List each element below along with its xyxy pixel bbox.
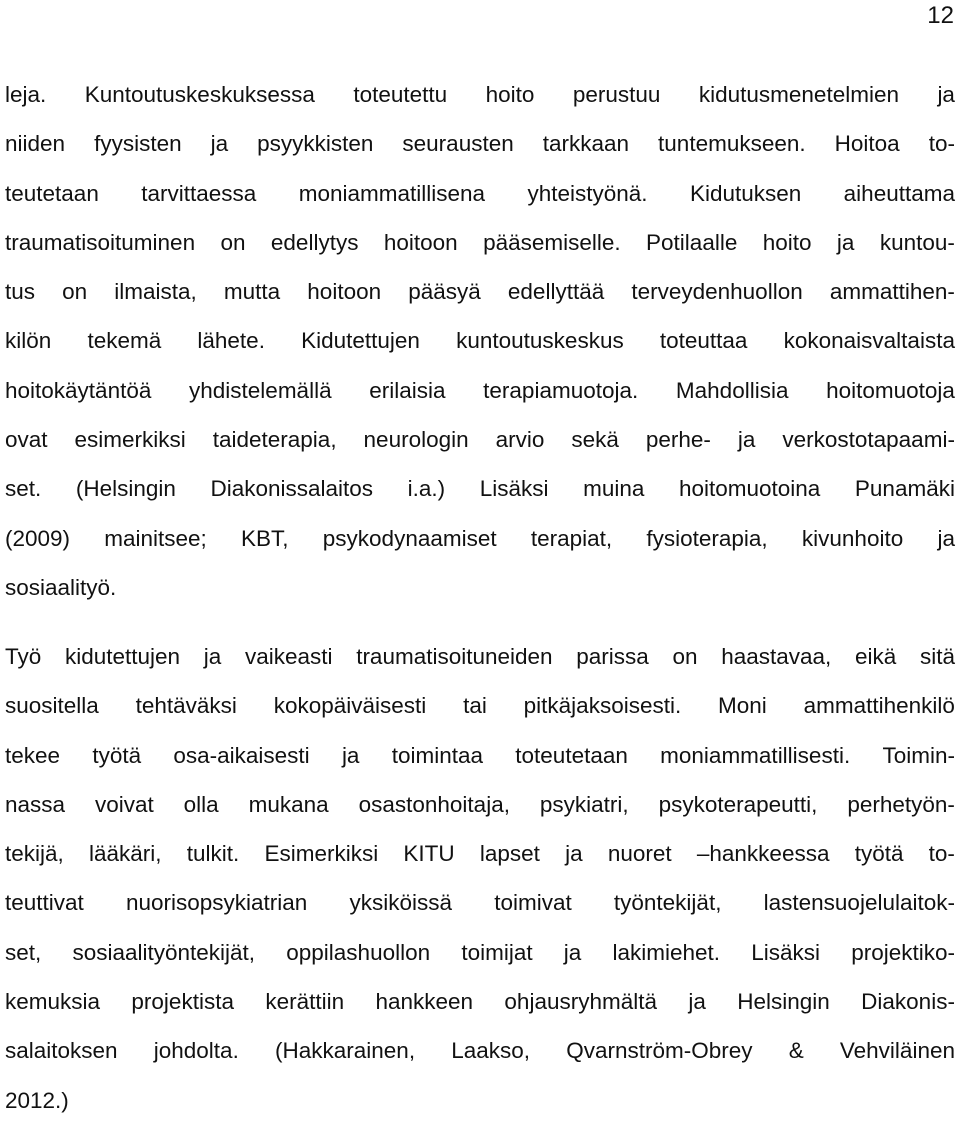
word: terapiamuotoja. — [483, 377, 639, 403]
word: ja — [937, 525, 955, 551]
word: ammattihenkilö — [803, 693, 955, 719]
word: kokonaisvaltaista — [783, 328, 955, 354]
word: pitkäjaksoisesti. — [523, 693, 682, 719]
text-line — [5, 119, 955, 168]
word: Mahdollisia — [675, 377, 789, 403]
word: nuoret — [607, 841, 672, 867]
text-line — [5, 366, 955, 415]
paragraph-work-with-torture-victims — [5, 632, 955, 1125]
word: terveydenhuollon — [631, 279, 803, 305]
page-number: 12 — [927, 2, 954, 29]
word: tehtäväksi — [135, 693, 237, 719]
word: psyykkisten — [257, 131, 374, 157]
word: kilön — [5, 328, 52, 354]
word: mutta — [223, 279, 281, 305]
word: psykiatri, — [539, 791, 629, 817]
word: ja — [341, 742, 360, 768]
word: Lisäksi — [751, 939, 820, 965]
word: on — [220, 229, 246, 255]
word: fyysisten — [94, 131, 182, 157]
word: ilmaista, — [114, 279, 197, 305]
word: sekä — [571, 427, 619, 453]
word: Kidutuksen — [689, 180, 802, 206]
word: fysioterapia, — [646, 525, 768, 551]
word: & — [788, 1038, 804, 1064]
text-line — [5, 681, 955, 730]
word: teuttivat — [5, 890, 84, 916]
paragraph-treatment-methods — [5, 70, 955, 612]
word: psykoterapeutti, — [658, 791, 818, 817]
word: Työ — [5, 644, 42, 669]
word: sosiaalityöntekijät, — [72, 939, 256, 965]
word: to- — [928, 841, 955, 867]
word: set, — [5, 939, 42, 965]
word: –hankkeessa — [696, 841, 830, 867]
word: ja — [836, 229, 855, 255]
text-line — [5, 1076, 955, 1125]
word: on — [62, 279, 88, 305]
word: terapiat, — [530, 525, 613, 551]
word: tekemä — [87, 328, 162, 354]
word: tus — [5, 279, 36, 305]
word: yksiköissä — [349, 890, 453, 916]
word: edellytys — [270, 229, 359, 255]
word: tarvittaessa — [141, 180, 257, 206]
text-line — [5, 731, 955, 780]
word: Hoitoa — [834, 131, 900, 157]
word: aiheuttama — [843, 180, 955, 206]
word: kidutettujen — [64, 644, 181, 669]
word: mukana — [248, 791, 329, 817]
word: Punamäki — [854, 476, 955, 502]
word: leja. — [5, 82, 47, 107]
word: toteutetaan — [515, 742, 628, 768]
word: hoitomuotoina — [678, 476, 821, 502]
text-line — [5, 415, 955, 464]
word: johdolta. — [153, 1038, 239, 1064]
word: psykodynaamiset — [322, 525, 497, 551]
word: hoito — [762, 229, 812, 255]
word: toimijat — [461, 939, 533, 965]
word: Potilaalle — [646, 229, 738, 255]
word: pääsyä — [408, 279, 481, 305]
word: oppilashuollon — [286, 939, 431, 965]
word: verkostotapaami- — [782, 427, 955, 453]
word: tulkit. — [186, 841, 240, 867]
word: pääsemiselle. — [483, 229, 621, 255]
word: 2012.) — [5, 1087, 69, 1113]
word: salaitoksen — [5, 1038, 118, 1064]
word: toimivat — [494, 890, 572, 916]
word: Vehviläinen — [839, 1038, 955, 1064]
text-line — [5, 218, 955, 267]
word: Moni — [718, 693, 767, 719]
word: ja — [565, 841, 583, 867]
text-line — [5, 267, 955, 316]
word: lakimiehet. — [612, 939, 721, 965]
word: ja — [210, 131, 229, 157]
word: kokopäiväisesti — [273, 693, 427, 719]
word: ja — [563, 939, 582, 965]
word: toimintaa — [391, 742, 484, 768]
word: kemuksia — [5, 989, 101, 1015]
word: sitä — [919, 644, 955, 669]
word: osastonhoitaja, — [358, 791, 510, 817]
text-line — [5, 70, 955, 119]
word: KBT, — [241, 525, 289, 551]
word: sosiaalityö. — [5, 574, 117, 600]
word: hoitomuotoja — [826, 377, 955, 403]
word: traumatisoituminen — [5, 229, 196, 255]
word: (2009) — [5, 525, 71, 551]
word: erilaisia — [369, 377, 446, 403]
word: Kuntoutuskeskuksessa — [84, 82, 315, 107]
word: ja — [203, 644, 222, 669]
word: teutetaan — [5, 180, 99, 206]
word: eikä — [854, 644, 897, 669]
text-line — [5, 878, 955, 927]
word: projektista — [131, 989, 234, 1015]
word: tarkkaan — [542, 131, 630, 157]
word: i.a.) — [407, 476, 446, 502]
word: tekijä, — [5, 841, 64, 867]
word: lähete. — [197, 328, 265, 354]
word: edellyttää — [507, 279, 605, 305]
word: perustuu — [572, 82, 661, 107]
word: tuntemukseen. — [658, 131, 806, 157]
word: Qvarnström-Obrey — [566, 1038, 753, 1064]
word: Lisäksi — [479, 476, 549, 502]
word: Esimerkiksi — [264, 841, 379, 867]
word: niiden — [5, 131, 66, 157]
word: ovat — [5, 427, 48, 453]
word: yhdistelemällä — [189, 377, 332, 403]
text-line — [5, 464, 955, 513]
word: toteuttaa — [659, 328, 748, 354]
word: olla — [183, 791, 219, 817]
word: lapset — [479, 841, 540, 867]
text-line — [5, 829, 955, 878]
word: suositella — [5, 693, 99, 719]
word: ja — [737, 427, 756, 453]
word: projektiko- — [851, 939, 955, 965]
word: ammattihen- — [829, 279, 955, 305]
word: hankkeen — [375, 989, 474, 1015]
word: hoitoon — [383, 229, 458, 255]
text-line — [5, 563, 955, 612]
word: Laakso, — [451, 1038, 531, 1064]
word: hoito — [485, 82, 535, 107]
word: yhteistyönä. — [527, 180, 648, 206]
word: (Hakkarainen, — [275, 1038, 416, 1064]
word: lääkäri, — [88, 841, 162, 867]
word: vaikeasti — [244, 644, 333, 669]
word: parissa — [576, 644, 649, 669]
word: tekee — [5, 742, 61, 768]
word: työtä — [92, 742, 142, 768]
word: Kidutettujen — [301, 328, 420, 354]
word: seurausten — [402, 131, 514, 157]
word: kidutusmenetelmien — [698, 82, 899, 107]
word: set. — [5, 476, 42, 502]
word: taideterapia, — [212, 427, 337, 453]
word: kuntou- — [879, 229, 955, 255]
text-line — [5, 632, 955, 681]
word: neurologin — [363, 427, 469, 453]
word: KITU — [403, 841, 455, 867]
word: on — [672, 644, 698, 669]
word: työntekijät, — [613, 890, 722, 916]
word: toteutettu — [353, 82, 448, 107]
word: nassa — [5, 791, 66, 817]
word: arvio — [495, 427, 545, 453]
word: hoitoon — [307, 279, 382, 305]
word: ohjausryhmältä — [504, 989, 657, 1015]
word: Diakonis- — [861, 989, 955, 1015]
word: (Helsingin — [75, 476, 176, 502]
word: tai — [463, 693, 487, 719]
word: ja — [937, 82, 955, 107]
word: lastensuojelulaitok- — [763, 890, 955, 916]
word: kerättiin — [265, 989, 345, 1015]
word: Toimin- — [882, 742, 955, 768]
word: Diakonissalaitos — [210, 476, 374, 502]
word: moniammatillisena — [298, 180, 486, 206]
text-line — [5, 780, 955, 829]
word: haastavaa, — [721, 644, 832, 669]
word: hoitokäytäntöä — [5, 377, 152, 403]
text-line — [5, 977, 955, 1026]
word: muina — [583, 476, 645, 502]
word: traumatisoituneiden — [356, 644, 553, 669]
word: Helsingin — [737, 989, 830, 1015]
word: moniammatillisesti. — [660, 742, 851, 768]
text-line — [5, 1026, 955, 1075]
word: kuntoutuskeskus — [456, 328, 624, 354]
word: ja — [688, 989, 706, 1015]
text-line — [5, 514, 955, 563]
word: työtä — [854, 841, 904, 867]
word: esimerkiksi — [74, 427, 186, 453]
text-line — [5, 928, 955, 977]
word: perhetyön- — [847, 791, 955, 817]
text-line — [5, 169, 955, 218]
word: kivunhoito — [801, 525, 904, 551]
word: osa-aikaisesti — [173, 742, 310, 768]
word: mainitsee; — [104, 525, 207, 551]
word: perhe- — [645, 427, 711, 453]
word: voivat — [94, 791, 154, 817]
text-line — [5, 316, 955, 365]
word: nuorisopsykiatrian — [125, 890, 308, 916]
word: to- — [928, 131, 955, 157]
